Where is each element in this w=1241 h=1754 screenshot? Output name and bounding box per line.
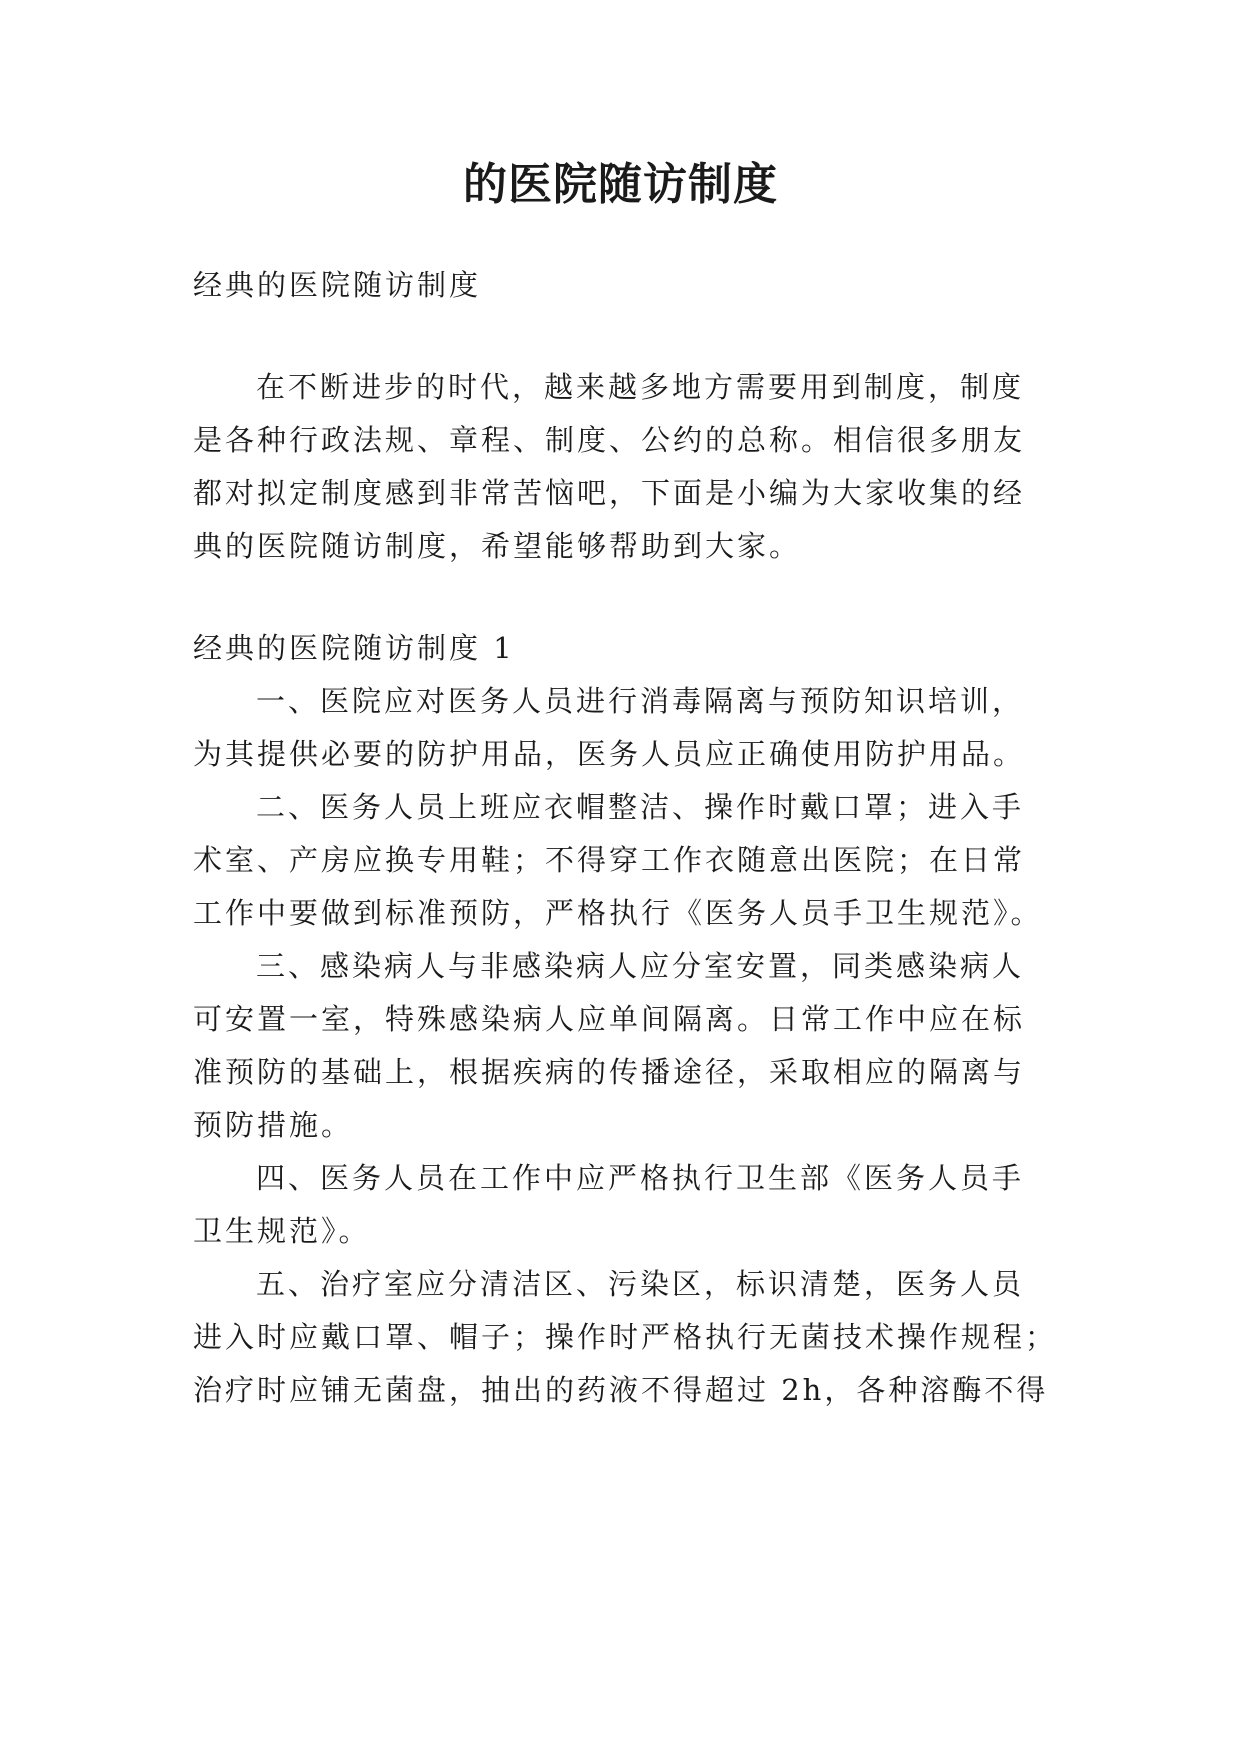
- item-line: 二、医务人员上班应衣帽整洁、操作时戴口罩；进入手: [256, 790, 1025, 824]
- item-line: 术室、产房应换专用鞋；不得穿工作衣随意出医院；在日常: [193, 843, 1026, 877]
- intro-line: 都对拟定制度感到非常苦恼吧，下面是小编为大家收集的经: [193, 476, 1026, 510]
- item-line: 准预防的基础上，根据疾病的传播途径，采取相应的隔离与: [193, 1055, 1026, 1089]
- item-line: 卫生规范》。: [193, 1214, 371, 1248]
- intro-line: 在不断进步的时代，越来越多地方需要用到制度，制度: [256, 370, 1025, 404]
- item-line: 工作中要做到标准预防，严格执行《医务人员手卫生规范》。: [193, 896, 1043, 930]
- intro-line: 典的医院随访制度，希望能够帮助到大家。: [193, 529, 802, 563]
- item-line: 预防措施。: [193, 1108, 354, 1142]
- item-line: 三、感染病人与非感染病人应分室安置，同类感染病人: [256, 949, 1025, 983]
- item-line: 五、治疗室应分清洁区、污染区，标识清楚，医务人员: [256, 1267, 1025, 1301]
- item-line: 治疗时应铺无菌盘，抽出的药液不得超过 2h，各种溶酶不得: [193, 1373, 1049, 1407]
- document-subtitle: 经典的医院随访制度: [193, 268, 482, 302]
- item-line: 可安置一室，特殊感染病人应单间隔离。日常工作中应在标: [193, 1002, 1026, 1036]
- section-heading: 经典的医院随访制度 1: [193, 631, 515, 665]
- item-line: 为其提供必要的防护用品，医务人员应正确使用防护用品。: [193, 737, 1026, 771]
- item-line: 进入时应戴口罩、帽子；操作时严格执行无菌技术操作规程；: [193, 1320, 1058, 1354]
- document-title: 的医院随访制度: [463, 159, 778, 210]
- item-line: 四、医务人员在工作中应严格执行卫生部《医务人员手: [256, 1161, 1025, 1195]
- item-line: 一、医院应对医务人员进行消毒隔离与预防知识培训，: [256, 684, 1025, 718]
- intro-line: 是各种行政法规、章程、制度、公约的总称。相信很多朋友: [193, 423, 1026, 457]
